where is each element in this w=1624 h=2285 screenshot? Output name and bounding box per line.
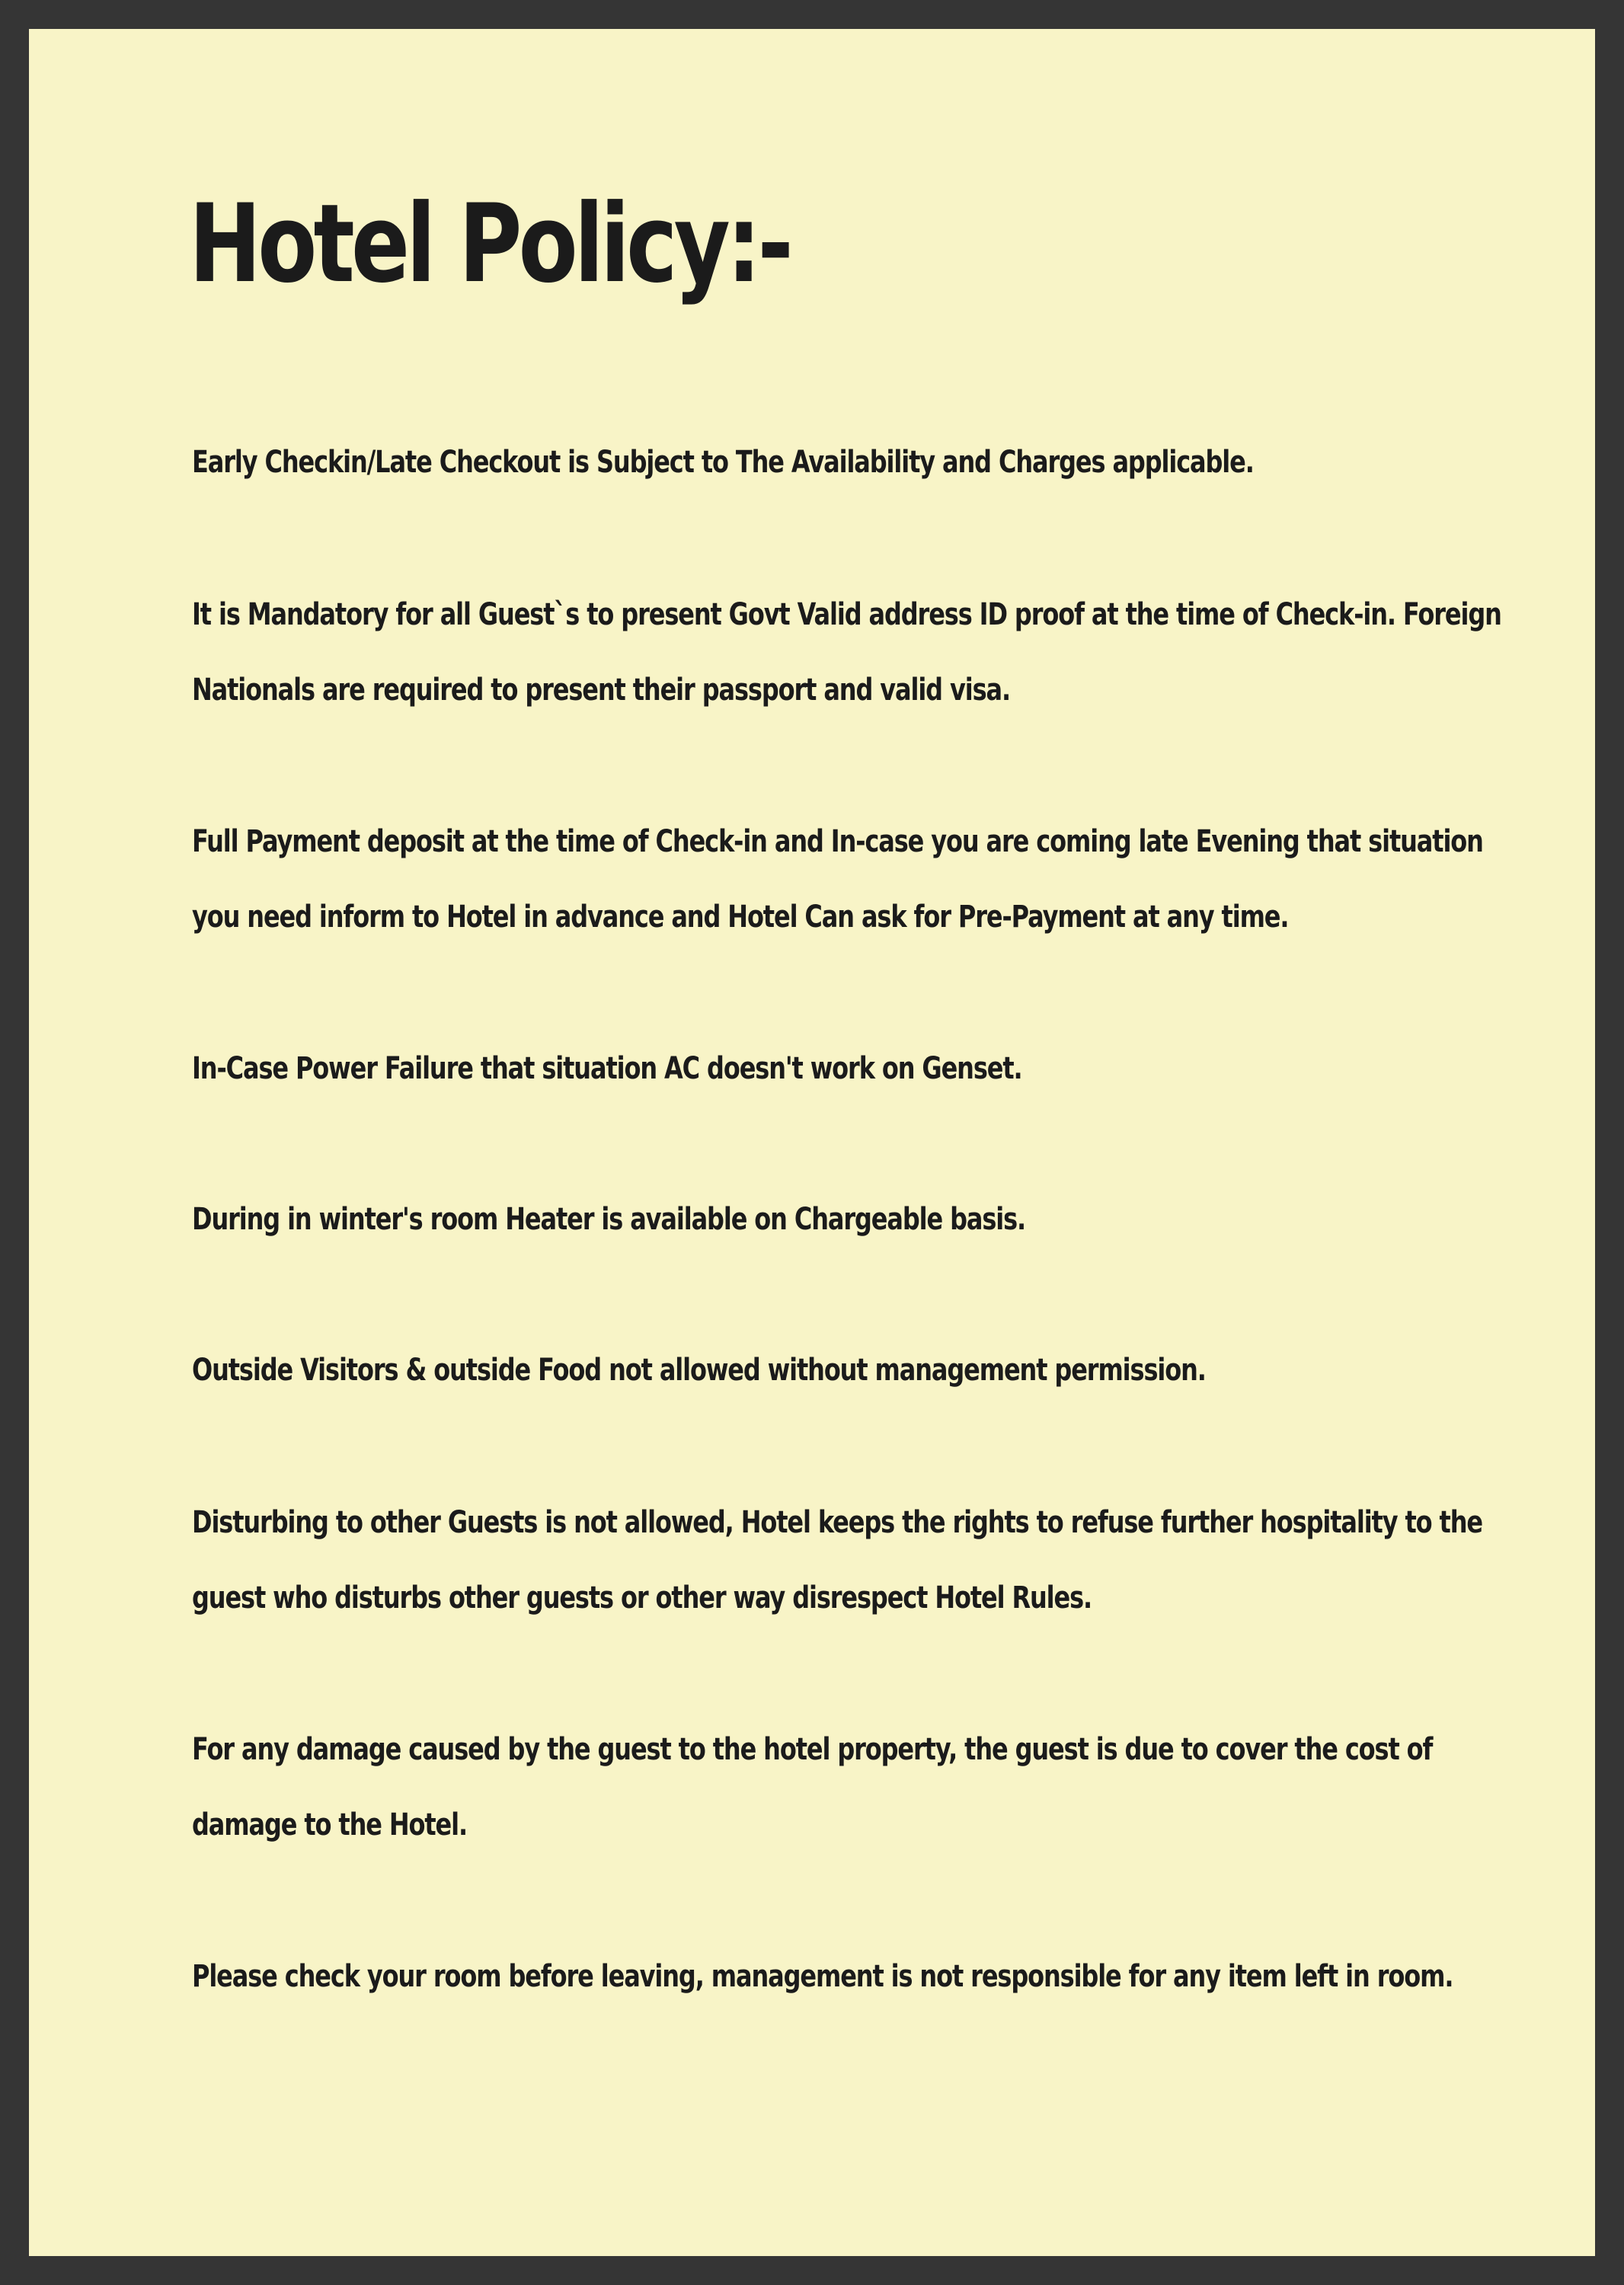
- policy-item-power-failure: In-Case Power Failure that situation AC doesn't work on Genset.: [192, 1051, 1022, 1086]
- policy-item-visitors: Outside Visitors & outside Food not allowed without management permission.: [192, 1353, 1206, 1388]
- page-title: Hotel Policy:-: [189, 181, 790, 307]
- policy-item-heater: During in winter's room Heater is available on Chargeable basis.: [192, 1202, 1026, 1237]
- policy-item-damage: For any damage caused by the guest to the hotel property, the guest is due to cover the cost of damage to the Hotel.: [192, 1732, 1433, 1842]
- policy-sheet: [29, 29, 1595, 2256]
- policy-item-check-room: Please check your room before leaving, management is not responsible for any item left in room.: [192, 1959, 1453, 1994]
- policy-item-payment: Full Payment deposit at the time of Check-in and In-case you are coming late Evening that situation you need inform to Hotel in advance and Hotel Can ask for Pre-Payment at any time.: [192, 824, 1483, 935]
- policy-item-disturbing: Disturbing to other Guests is not allowed, Hotel keeps the rights to refuse further hospitality to the guest who disturbs other guests or other way disrespect Hotel Rules.: [192, 1505, 1482, 1615]
- policy-item-id-proof: It is Mandatory for all Guest`s to present Govt Valid address ID proof at the time of Check-in. Foreign Nationals are required to present their passport and valid visa.: [192, 597, 1501, 708]
- policy-item-early-checkin: Early Checkin/Late Checkout is Subject to The Availability and Charges applicable.: [192, 445, 1254, 480]
